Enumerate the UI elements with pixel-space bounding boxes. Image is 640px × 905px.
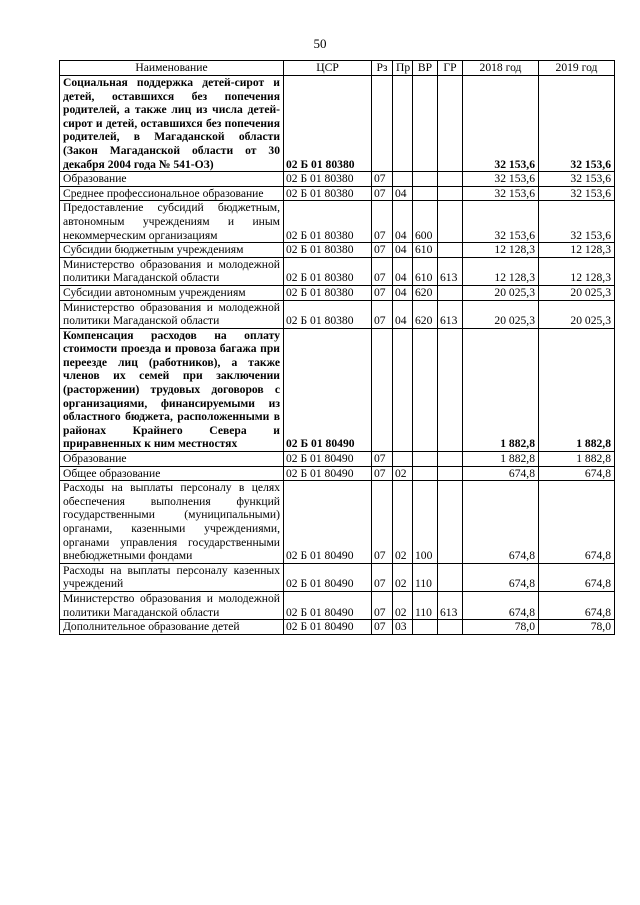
cell-rz: 07: [372, 243, 393, 258]
cell-2018: 78,0: [463, 620, 539, 635]
column-header-gr: ГР: [438, 61, 463, 76]
table-row: [60, 172, 615, 187]
cell-gr: [438, 563, 463, 591]
cell-name: Министерство образования и молодежной политики Магаданской области: [60, 591, 284, 619]
cell-vr: 620: [413, 285, 438, 300]
cell-2018: 32 153,6: [463, 172, 539, 187]
table-row: [60, 591, 615, 619]
cell-2019: 78,0: [539, 620, 615, 635]
table-row: [60, 243, 615, 258]
cell-pr: 03: [393, 620, 413, 635]
cell-name: Расходы на выплаты персоналу казенных учреждений: [60, 563, 284, 591]
cell-gr: [438, 452, 463, 467]
cell-rz: 07: [372, 172, 393, 187]
cell-2018: 12 128,3: [463, 257, 539, 285]
cell-pr: [393, 76, 413, 172]
cell-csr: 02 Б 01 80380: [284, 300, 372, 328]
cell-csr: 02 Б 01 80380: [284, 243, 372, 258]
cell-2019: 20 025,3: [539, 300, 615, 328]
cell-csr: 02 Б 01 80490: [284, 481, 372, 564]
cell-vr: 100: [413, 481, 438, 564]
cell-2018: 674,8: [463, 481, 539, 564]
cell-2019: 674,8: [539, 481, 615, 564]
table-row: [60, 285, 615, 300]
cell-vr: 600: [413, 201, 438, 243]
cell-gr: [438, 172, 463, 187]
cell-pr: 04: [393, 257, 413, 285]
cell-rz: [372, 328, 393, 451]
cell-gr: 613: [438, 591, 463, 619]
table-row: [60, 328, 615, 451]
cell-vr: 620: [413, 300, 438, 328]
cell-name: Социальная поддержка детей-сирот и детей, оставшихся без попечения родителей, а также лиц из числа детей-сирот и детей, оставшихся без попечения родителей, в Магаданской области (Закон Магаданской области от 30 декабря 2004 года № 541-ОЗ): [60, 76, 284, 172]
cell-vr: [413, 466, 438, 481]
cell-name: Дополнительное образование детей: [60, 620, 284, 635]
cell-name: Образование: [60, 452, 284, 467]
table-row: [60, 481, 615, 564]
cell-2019: 674,8: [539, 563, 615, 591]
cell-rz: 07: [372, 466, 393, 481]
cell-2019: 12 128,3: [539, 243, 615, 258]
cell-pr: [393, 328, 413, 451]
cell-2019: 20 025,3: [539, 285, 615, 300]
cell-vr: [413, 620, 438, 635]
cell-gr: [438, 285, 463, 300]
cell-rz: 07: [372, 257, 393, 285]
cell-vr: [413, 328, 438, 451]
cell-2019: 32 153,6: [539, 76, 615, 172]
cell-rz: [372, 76, 393, 172]
cell-name: Среднее профессиональное образование: [60, 186, 284, 201]
cell-pr: 02: [393, 563, 413, 591]
table-row: [60, 186, 615, 201]
cell-name: Расходы на выплаты персоналу в целях обеспечения выполнения функций государственными (муниципальными) органами, казенными учреждениями, органами управления государственными внебюджетными фондами: [60, 481, 284, 564]
table-row: [60, 452, 615, 467]
cell-2018: 1 882,8: [463, 328, 539, 451]
cell-2018: 20 025,3: [463, 285, 539, 300]
cell-csr: 02 Б 01 80490: [284, 591, 372, 619]
cell-pr: 02: [393, 481, 413, 564]
cell-pr: 04: [393, 186, 413, 201]
cell-2018: 20 025,3: [463, 300, 539, 328]
cell-name: Образование: [60, 172, 284, 187]
cell-gr: [438, 620, 463, 635]
cell-pr: [393, 172, 413, 187]
table-row: [60, 620, 615, 635]
table-header-row: [60, 61, 615, 76]
cell-gr: 613: [438, 300, 463, 328]
cell-vr: [413, 76, 438, 172]
cell-gr: [438, 186, 463, 201]
cell-vr: [413, 452, 438, 467]
cell-csr: 02 Б 01 80490: [284, 620, 372, 635]
cell-gr: [438, 466, 463, 481]
cell-pr: 04: [393, 285, 413, 300]
cell-csr: 02 Б 01 80490: [284, 563, 372, 591]
column-header-2018: 2018 год: [463, 61, 539, 76]
cell-csr: 02 Б 01 80490: [284, 328, 372, 451]
cell-name: Субсидии бюджетным учреждениям: [60, 243, 284, 258]
budget-table: [59, 60, 615, 635]
cell-csr: 02 Б 01 80380: [284, 186, 372, 201]
cell-gr: [438, 481, 463, 564]
cell-csr: 02 Б 01 80380: [284, 201, 372, 243]
column-header-csr: ЦСР: [284, 61, 372, 76]
cell-2019: 1 882,8: [539, 328, 615, 451]
cell-csr: 02 Б 01 80490: [284, 452, 372, 467]
cell-2018: 674,8: [463, 591, 539, 619]
cell-2019: 12 128,3: [539, 257, 615, 285]
cell-name: Субсидии автономным учреждениям: [60, 285, 284, 300]
column-header-2019: 2019 год: [539, 61, 615, 76]
cell-rz: 07: [372, 591, 393, 619]
cell-csr: 02 Б 01 80380: [284, 285, 372, 300]
cell-csr: 02 Б 01 80380: [284, 172, 372, 187]
cell-vr: 610: [413, 257, 438, 285]
column-header-pr: Пр: [393, 61, 413, 76]
cell-rz: 07: [372, 300, 393, 328]
column-header-rz: Рз: [372, 61, 393, 76]
column-header-name: Наименование: [60, 61, 284, 76]
cell-csr: 02 Б 01 80380: [284, 257, 372, 285]
cell-vr: 110: [413, 591, 438, 619]
cell-rz: 07: [372, 201, 393, 243]
cell-gr: [438, 76, 463, 172]
cell-gr: 613: [438, 257, 463, 285]
cell-vr: [413, 186, 438, 201]
cell-gr: [438, 328, 463, 451]
cell-name: Предоставление субсидий бюджетным, автономным учреждениям и иным некоммерческим организациям: [60, 201, 284, 243]
cell-2018: 674,8: [463, 563, 539, 591]
cell-csr: 02 Б 01 80490: [284, 466, 372, 481]
cell-rz: 07: [372, 186, 393, 201]
table-row: [60, 300, 615, 328]
table-row: [60, 257, 615, 285]
cell-rz: 07: [372, 563, 393, 591]
cell-name: Компенсация расходов на оплату стоимости проезда и провоза багажа при переезде лиц (работников), а также членов их семей при заключении (расторжении) трудовых договоров с организациями, финансируемыми из областного бюджета, расположенными в районах Крайнего Севера и приравненных к ним местностях: [60, 328, 284, 451]
cell-2019: 674,8: [539, 466, 615, 481]
cell-2019: 32 153,6: [539, 201, 615, 243]
cell-rz: 07: [372, 452, 393, 467]
cell-vr: 110: [413, 563, 438, 591]
table-row: [60, 466, 615, 481]
cell-2018: 1 882,8: [463, 452, 539, 467]
cell-2019: 32 153,6: [539, 186, 615, 201]
cell-name: Министерство образования и молодежной политики Магаданской области: [60, 300, 284, 328]
cell-2018: 32 153,6: [463, 186, 539, 201]
cell-vr: [413, 172, 438, 187]
cell-name: Общее образование: [60, 466, 284, 481]
cell-2019: 1 882,8: [539, 452, 615, 467]
cell-pr: 02: [393, 466, 413, 481]
cell-gr: [438, 243, 463, 258]
table-row: [60, 563, 615, 591]
cell-2018: 674,8: [463, 466, 539, 481]
table-row: [60, 201, 615, 243]
column-header-vr: ВР: [413, 61, 438, 76]
cell-2018: 12 128,3: [463, 243, 539, 258]
page-number: 50: [313, 36, 327, 51]
cell-rz: 07: [372, 620, 393, 635]
cell-name: Министерство образования и молодежной политики Магаданской области: [60, 257, 284, 285]
cell-2018: 32 153,6: [463, 201, 539, 243]
cell-csr: 02 Б 01 80380: [284, 76, 372, 172]
cell-pr: [393, 452, 413, 467]
cell-2019: 674,8: [539, 591, 615, 619]
cell-pr: 04: [393, 201, 413, 243]
cell-rz: 07: [372, 481, 393, 564]
cell-2019: 32 153,6: [539, 172, 615, 187]
cell-gr: [438, 201, 463, 243]
cell-pr: 02: [393, 591, 413, 619]
cell-pr: 04: [393, 300, 413, 328]
cell-pr: 04: [393, 243, 413, 258]
table-row: [60, 76, 615, 172]
cell-rz: 07: [372, 285, 393, 300]
cell-2018: 32 153,6: [463, 76, 539, 172]
cell-vr: 610: [413, 243, 438, 258]
